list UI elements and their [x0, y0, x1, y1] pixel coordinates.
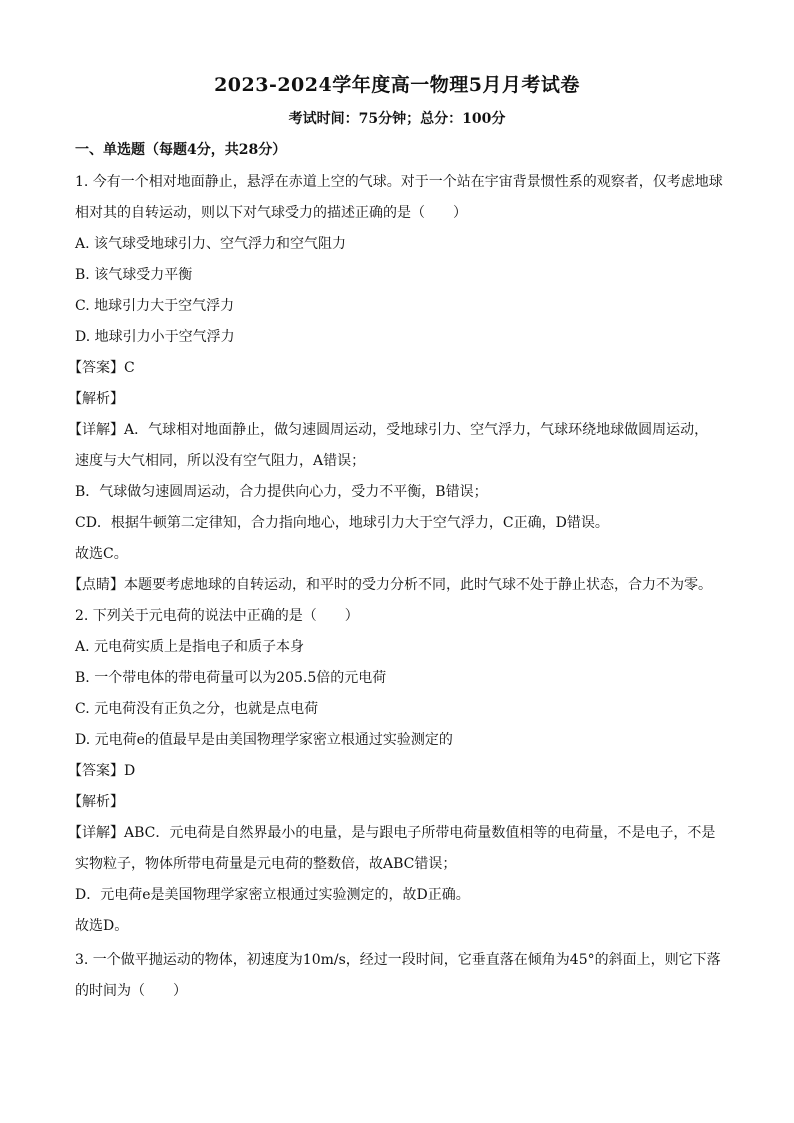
exam-title: 2023-2024学年度高一物理5月月考试卷: [214, 74, 580, 96]
q1-detail-line4: CD．根据牛顿第二定律知，合力指向地心，地球引力大于空气浮力，C正确，D错误。: [75, 515, 609, 531]
q1-answer: 【答案】C: [68, 360, 135, 376]
q1-detail-line3: B．气球做匀速圆周运动，合力提供向心力，受力不平衡，B错误；: [75, 484, 488, 500]
q1-analysis-label: 【解析】: [68, 391, 124, 407]
q2-analysis-label: 【解析】: [68, 794, 124, 810]
section-heading: 一、单选题（每题4分，共28分）: [75, 142, 287, 158]
q1-conclusion: 故选C。: [75, 546, 128, 562]
q1-comment: 【点睛】本题要考虑地球的自转运动，和平时的受力分析不同，此时气球不处于静止状态，合力不为零。: [68, 577, 712, 593]
q2-answer: 【答案】D: [68, 763, 136, 779]
q1-stem-line1: 1. 今有一个相对地面静止，悬浮在赤道上空的气球。对于一个站在宇宙背景惯性系的观察者，仅考虑地球: [75, 174, 723, 190]
q2-detail-line1: 【详解】ABC．元电荷是自然界最小的电量，是与跟电子所带电荷量数值相等的电荷量，不是电子，不是: [68, 825, 716, 841]
q3-stem-line2: 的时间为（ ）: [75, 983, 187, 999]
q2-option-b: B. 一个带电体的带电荷量可以为205.5倍的元电荷: [75, 670, 387, 686]
q1-stem-line2: 相对其的自转运动，则以下对气球受力的描述正确的是（ ）: [75, 205, 467, 221]
q1-option-d: D. 地球引力小于空气浮力: [75, 329, 235, 345]
q2-option-a: A. 元电荷实质上是指电子和质子本身: [75, 639, 305, 655]
exam-subtitle: 考试时间：75分钟；总分：100分: [288, 111, 506, 127]
q1-option-c: C. 地球引力大于空气浮力: [75, 298, 235, 314]
q1-detail-line2: 速度与大气相同，所以没有空气阻力，A错误；: [75, 453, 366, 469]
q1-option-a: A. 该气球受地球引力、空气浮力和空气阻力: [75, 236, 347, 252]
q1-option-b: B. 该气球受力平衡: [75, 267, 193, 283]
q2-detail-line3: D．元电荷e是美国物理学家密立根通过实验测定的，故D正确。: [75, 887, 470, 903]
q2-conclusion: 故选D。: [75, 918, 129, 934]
q2-option-c: C. 元电荷没有正负之分，也就是点电荷: [75, 701, 319, 717]
q2-option-d: D. 元电荷e的值最早是由美国物理学家密立根通过实验测定的: [75, 732, 453, 748]
q1-detail-line1: 【详解】A．气球相对地面静止，做匀速圆周运动，受地球引力、空气浮力，气球环绕地球做圆周运动，: [68, 422, 709, 438]
q2-detail-line2: 实物粒子，物体所带电荷量是元电荷的整数倍，故ABC错误；: [75, 856, 457, 872]
q2-stem: 2. 下列关于元电荷的说法中正确的是（ ）: [75, 608, 359, 624]
q3-stem-line1: 3. 一个做平抛运动的物体，初速度为10m/s，经过一段时间，它垂直落在倾角为45°的斜面上，则它下落: [75, 952, 721, 968]
